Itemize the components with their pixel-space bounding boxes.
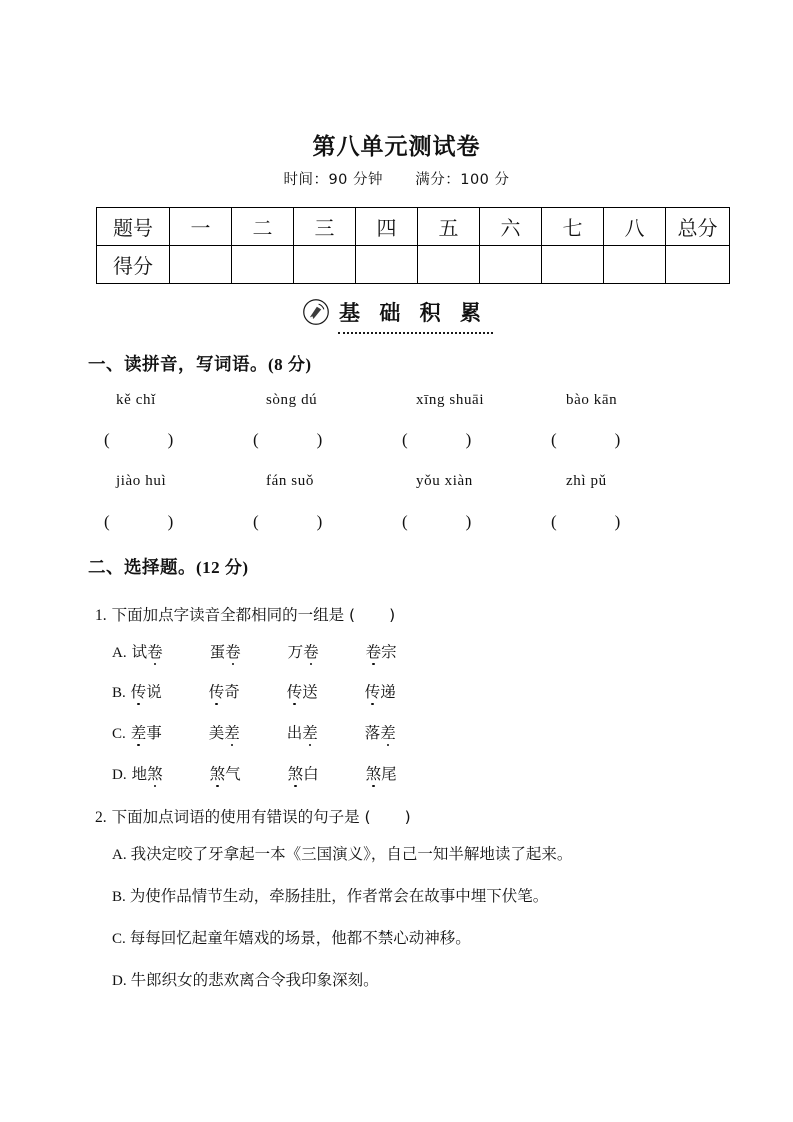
column-header-7: 七: [542, 208, 604, 246]
score-table: [96, 207, 730, 284]
column-header-6: 六: [480, 208, 542, 246]
paren-close: ): [389, 606, 396, 624]
row-label-question-number: 题号: [97, 208, 170, 246]
option-label: A.: [112, 847, 127, 863]
option-word-4: 落差: [365, 721, 431, 743]
question-1-option-c[interactable]: [112, 721, 443, 743]
option-label: A.: [112, 645, 127, 661]
question-2-option-b[interactable]: [112, 884, 548, 906]
question-1-text: 下面加点字读音全都相同的一组是: [111, 606, 345, 624]
pen-circle-icon: [302, 298, 330, 326]
table-row-question-numbers: [97, 208, 730, 246]
column-header-1: 一: [170, 208, 232, 246]
column-header-total: 总分: [666, 208, 730, 246]
paren-close: ): [316, 512, 323, 531]
paren-open: (: [402, 512, 408, 531]
question-2-option-a[interactable]: [112, 842, 572, 864]
section-banner: [0, 297, 793, 337]
paren-close: ): [404, 808, 411, 826]
column-header-5: 五: [418, 208, 480, 246]
section-two-title: 二、选择题。: [88, 558, 196, 578]
option-label: C.: [112, 931, 126, 947]
option-word-4: 传递: [365, 680, 431, 702]
column-header-2: 二: [232, 208, 294, 246]
paren-open: (: [402, 430, 408, 449]
option-word-2: 煞气: [210, 762, 276, 784]
exam-total-score: 满分：100 分: [415, 172, 510, 188]
question-1-answer-blank[interactable]: [349, 606, 395, 624]
option-word-3: 煞白: [288, 762, 354, 784]
page-title: 第八单元测试卷: [312, 134, 481, 160]
paren-open: (: [104, 430, 110, 449]
pinyin-1-4: bào kān: [566, 392, 618, 408]
score-table-container: [96, 207, 716, 284]
paren-open: (: [253, 512, 259, 531]
option-word-1: 传说: [131, 680, 197, 702]
answer-row-2: [100, 512, 700, 532]
section-banner-label: 基 础 积 累: [339, 301, 487, 325]
question-2-stem: [95, 805, 411, 827]
answer-blank-2-1[interactable]: [100, 512, 249, 532]
question-2-answer-blank[interactable]: [365, 808, 411, 826]
answer-blank-2-4[interactable]: [547, 512, 696, 532]
option-word-1: 差事: [131, 721, 197, 743]
option-word-3: 万卷: [288, 640, 354, 662]
question-1-number: 1.: [95, 607, 107, 624]
question-2-text: 下面加点词语的使用有错误的句子是: [111, 808, 360, 826]
answer-blank-1-3[interactable]: [398, 430, 547, 450]
option-label: D.: [112, 767, 127, 783]
paren-close: ): [614, 512, 621, 531]
question-1-stem: [95, 603, 395, 625]
option-word-2: 传奇: [209, 680, 275, 702]
paren-open: (: [104, 512, 110, 531]
option-label: D.: [112, 973, 127, 989]
question-2-option-c[interactable]: [112, 926, 471, 948]
pinyin-1-1: kě chǐ: [116, 392, 156, 408]
paren-open: (: [253, 430, 259, 449]
paren-close: ): [167, 430, 174, 449]
option-text: 为使作品情节生动，牵肠挂肚，作者常会在故事中埋下伏笔。: [129, 887, 549, 905]
pinyin-2-4: zhì pǔ: [566, 473, 607, 489]
pinyin-2-3: yǒu xiàn: [416, 473, 473, 489]
paren-close: ): [614, 430, 621, 449]
paren-open: (: [349, 606, 356, 624]
option-word-1: 试卷: [132, 640, 198, 662]
pinyin-2-2: fán suǒ: [266, 473, 314, 489]
score-cell-1[interactable]: [170, 246, 232, 284]
option-label: B.: [112, 685, 126, 701]
option-word-4: 煞尾: [366, 762, 432, 784]
section-one-title: 一、读拼音，写词语。: [88, 355, 268, 375]
option-word-3: 出差: [287, 721, 353, 743]
paren-close: ): [167, 512, 174, 531]
option-word-3: 传送: [287, 680, 353, 702]
option-label: B.: [112, 889, 126, 905]
answer-blank-2-2[interactable]: [249, 512, 398, 532]
option-word-2: 蛋卷: [210, 640, 276, 662]
option-text: 每每回忆起童年嬉戏的场景，他都不禁心动神移。: [129, 929, 471, 947]
question-1-option-a[interactable]: [112, 640, 444, 662]
option-word-1: 地煞: [132, 762, 198, 784]
section-banner-underline: [338, 332, 493, 334]
paren-open: (: [364, 808, 371, 826]
section-two-heading: [88, 553, 249, 579]
option-text: 牛郎织女的悲欢离合令我印象深刻。: [130, 971, 379, 989]
option-word-4: 卷宗: [366, 640, 432, 662]
column-header-8: 八: [604, 208, 666, 246]
answer-blank-2-3[interactable]: [398, 512, 547, 532]
option-text: 我决定咬了牙拿起一本《三国演义》，自己一知半解地读了起来。: [130, 845, 573, 863]
pinyin-1-2: sòng dú: [266, 392, 318, 408]
paren-close: ): [465, 430, 472, 449]
option-label: C.: [112, 726, 126, 742]
column-header-4: 四: [356, 208, 418, 246]
score-cell-3[interactable]: [294, 246, 356, 284]
section-two-points: (12 分): [196, 558, 249, 577]
paren-close: ): [316, 430, 323, 449]
question-2-option-d[interactable]: [112, 968, 379, 990]
row-label-score: 得分: [97, 246, 170, 284]
pinyin-row-2: [100, 473, 700, 490]
pinyin-row-1: [100, 392, 700, 409]
exam-meta: [0, 168, 793, 189]
score-cell-5[interactable]: [418, 246, 480, 284]
question-1-option-b[interactable]: [112, 680, 443, 702]
table-row-scores: [97, 246, 730, 284]
score-cell-2[interactable]: [232, 246, 294, 284]
score-cell-total[interactable]: [666, 246, 730, 284]
section-one-heading: [88, 350, 312, 376]
section-banner-row: [302, 297, 491, 327]
answer-blank-1-2[interactable]: [249, 430, 398, 450]
score-cell-7[interactable]: [542, 246, 604, 284]
section-one-points: (8 分): [268, 355, 312, 374]
answer-row-1: [100, 430, 700, 450]
paren-open: (: [551, 430, 557, 449]
question-1-option-d[interactable]: [112, 762, 444, 784]
answer-blank-1-4[interactable]: [547, 430, 696, 450]
paren-close: ): [465, 512, 472, 531]
pinyin-2-1: jiào huì: [116, 473, 167, 489]
score-cell-4[interactable]: [356, 246, 418, 284]
pinyin-1-3: xīng shuāi: [416, 392, 485, 408]
exam-time: 时间：90 分钟: [283, 172, 384, 188]
option-word-2: 美差: [209, 721, 275, 743]
column-header-3: 三: [294, 208, 356, 246]
question-2-number: 2.: [95, 809, 107, 826]
answer-blank-1-1[interactable]: [100, 430, 249, 450]
score-cell-6[interactable]: [480, 246, 542, 284]
section-banner-inner: [302, 297, 491, 334]
paren-open: (: [551, 512, 557, 531]
score-cell-8[interactable]: [604, 246, 666, 284]
